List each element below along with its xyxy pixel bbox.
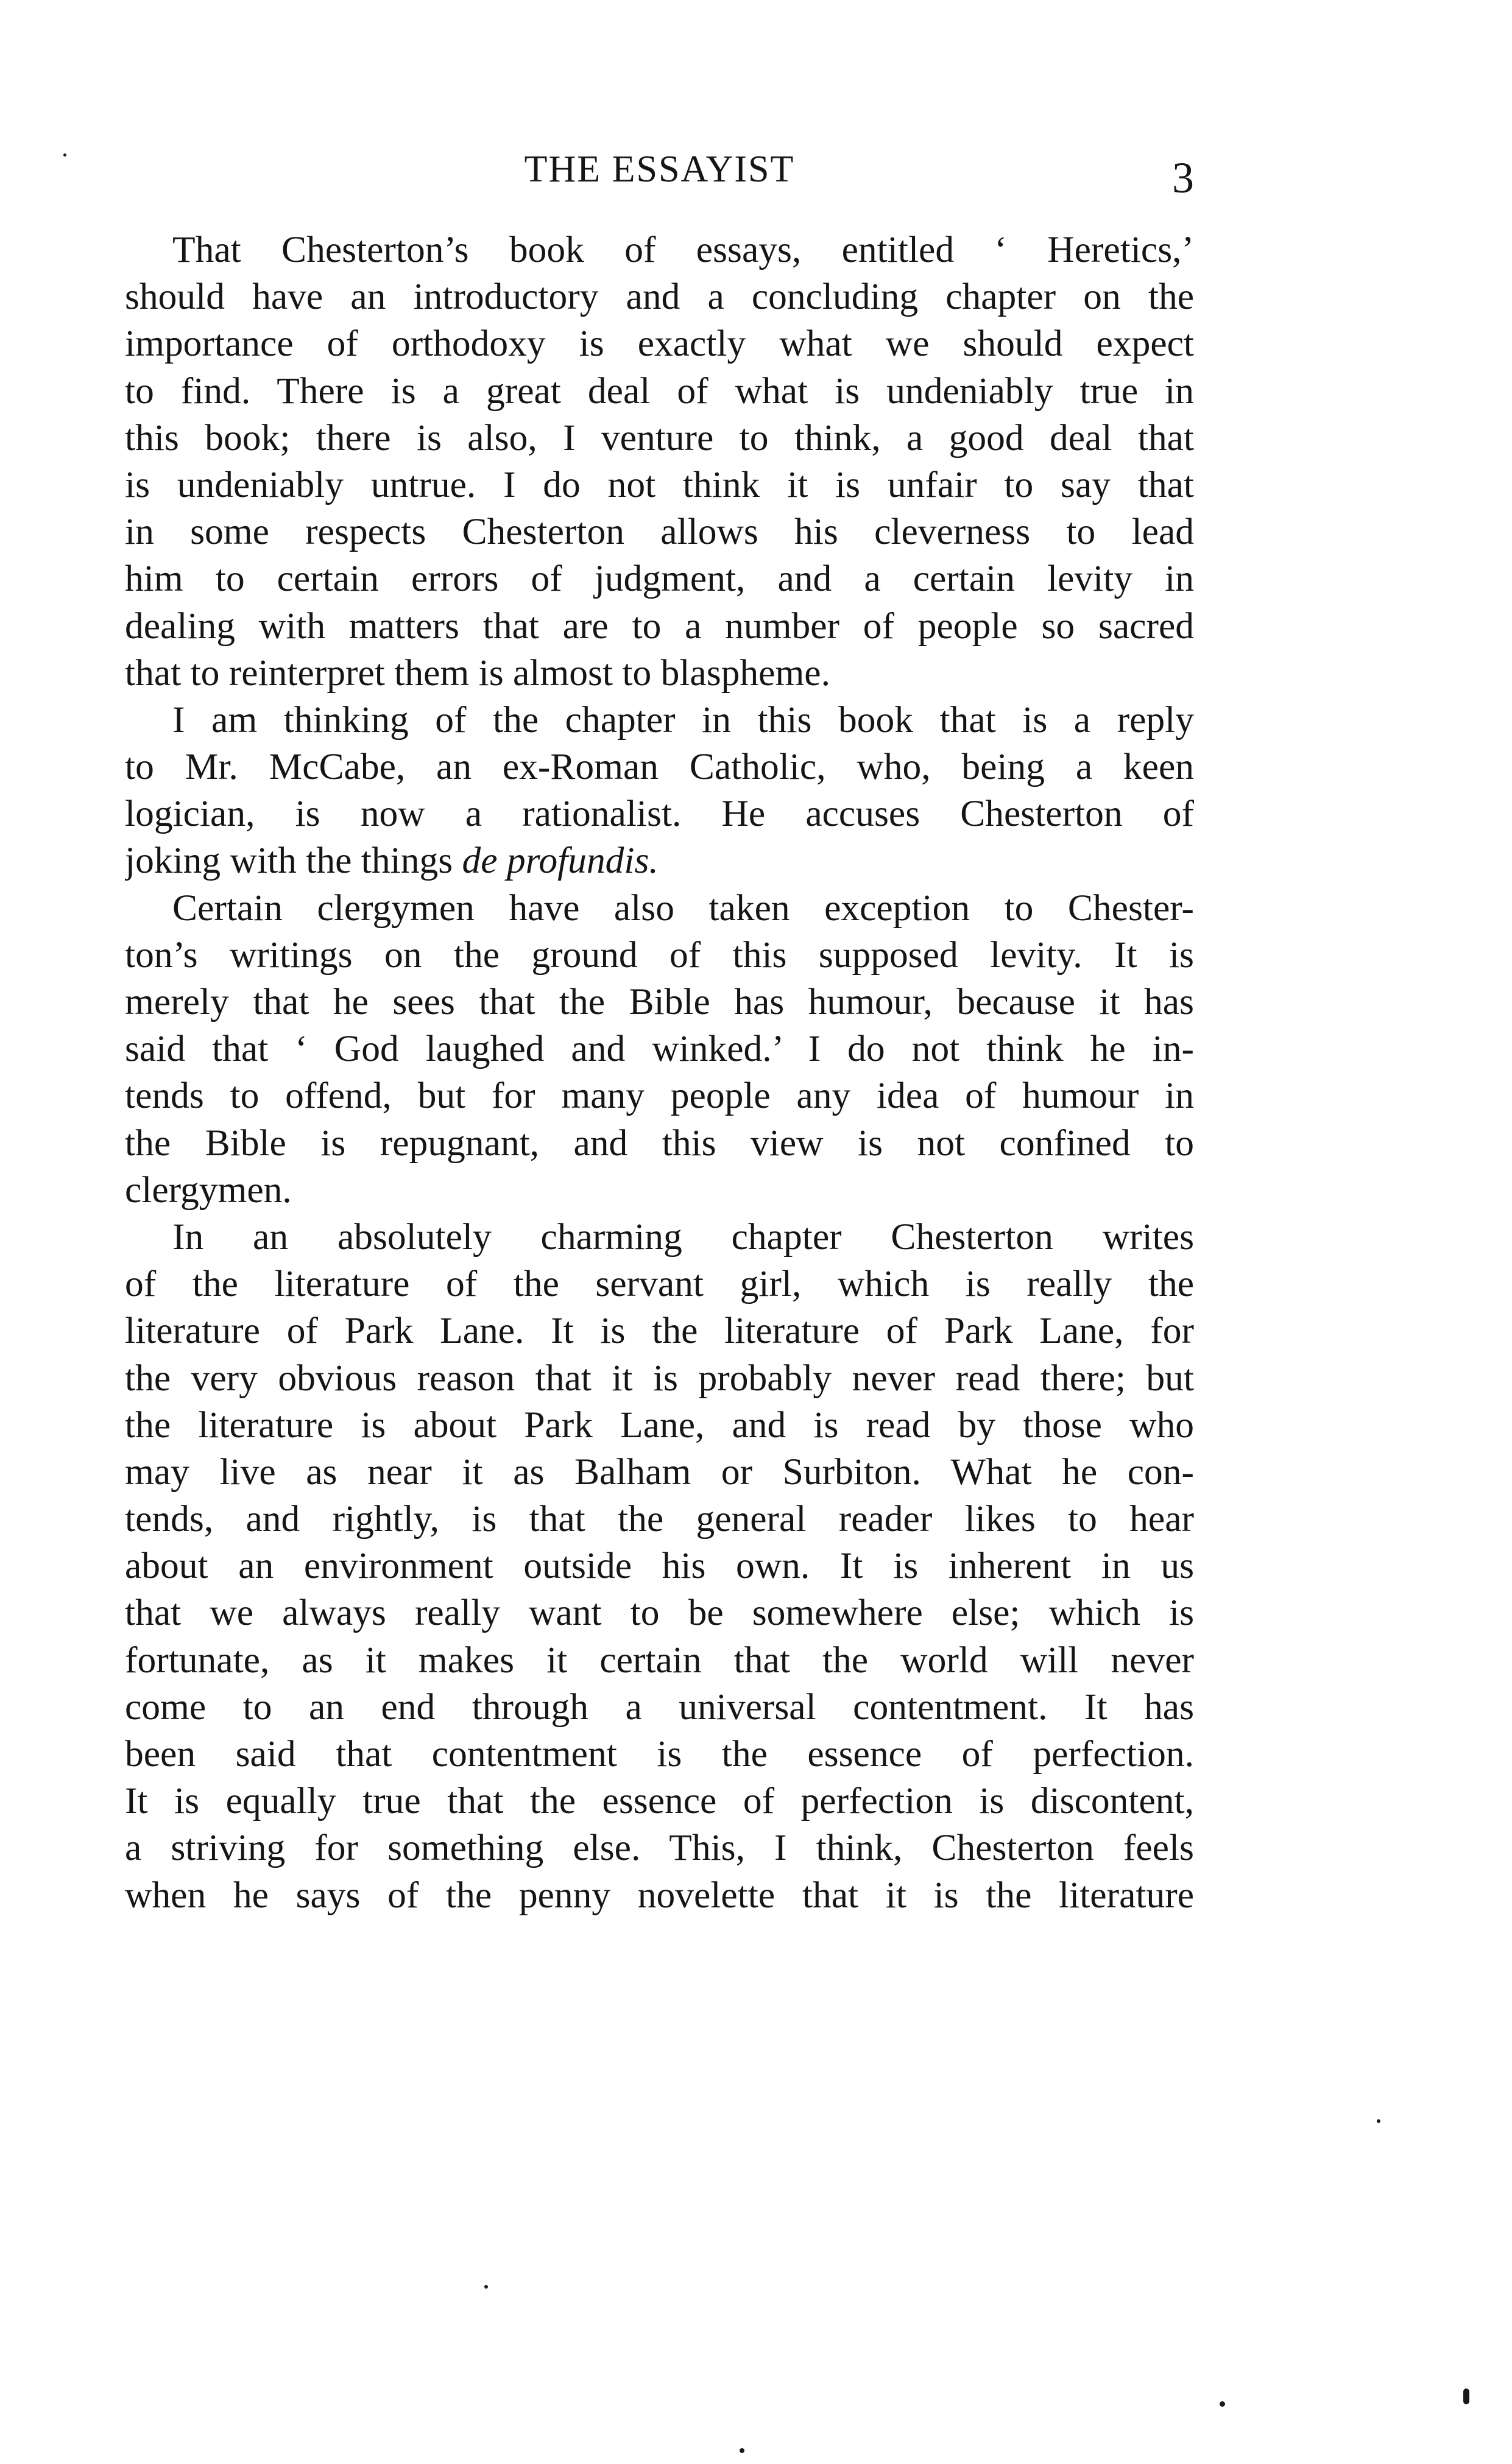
scan-speck — [1377, 2119, 1380, 2123]
text-line: said that ‘ God laughed and winked.’ I do not think he in- — [125, 1028, 1194, 1070]
text-line — [125, 837, 1194, 884]
text-line: about an environment outside his own. It is inherent in us — [125, 1545, 1194, 1587]
text-line: a striving for something else. This, I think, Chesterton feels — [125, 1827, 1194, 1869]
text-line: in some respects Chesterton allows his cleverness to lead — [125, 511, 1194, 553]
text-line: fortunate, as it makes it certain that the world will never — [125, 1639, 1194, 1681]
scan-speck — [1220, 2401, 1225, 2407]
text-line: that to reinterpret them is almost to blaspheme. — [125, 652, 830, 694]
text-line: may live as near it as Balham or Surbiton. What he con- — [125, 1451, 1194, 1493]
text-line: It is equally true that the essence of perfection is discontent, — [125, 1780, 1194, 1822]
text-line: I am thinking of the chapter in this book that is a reply — [172, 699, 1194, 741]
text-line: importance of orthodoxy is exactly what we should expect — [125, 323, 1194, 365]
text-line: tends to offend, but for many people any idea of humour in — [125, 1075, 1194, 1117]
text-line: to Mr. McCabe, an ex-Roman Catholic, who, being a keen — [125, 746, 1194, 788]
text-line: to find. There is a great deal of what is undeniably true in — [125, 370, 1194, 412]
text-line: the literature is about Park Lane, and is read by those who — [125, 1404, 1194, 1446]
text-line: tends, and rightly, is that the general reader likes to hear — [125, 1498, 1194, 1540]
text-line: is undeniably untrue. I do not think it is unfair to say that — [125, 463, 1194, 505]
body-text — [125, 227, 1194, 1919]
text-line: dealing with matters that are to a number of people so sacred — [125, 605, 1194, 647]
scan-speck — [740, 2448, 744, 2453]
running-head — [125, 145, 1194, 202]
scan-speck — [63, 153, 66, 157]
text-line: of the literature of the servant girl, which is really the — [125, 1263, 1194, 1305]
text-line: literature of Park Lane. It is the literature of Park Lane, for — [125, 1310, 1194, 1352]
scan-speck — [1463, 2388, 1469, 2404]
text-line: this book; there is also, I venture to think, a good deal that — [125, 417, 1194, 459]
text-line: That Chesterton’s book of essays, entitled ‘ Heretics,’ — [172, 229, 1194, 270]
running-head-title: THE ESSAYIST — [524, 149, 795, 190]
text-line: the very obvious reason that it is probably never read there; but — [125, 1357, 1194, 1399]
page-number: 3 — [1172, 153, 1194, 202]
text-line: the Bible is repugnant, and this view is not confined to — [125, 1122, 1194, 1164]
text-line: Certain clergymen have also taken exception to Chester- — [172, 887, 1194, 929]
text-line: logician, is now a rationalist. He accuses Chesterton of — [125, 793, 1194, 835]
text-line: been said that contentment is the essence of perfection. — [125, 1733, 1194, 1775]
text-line: In an absolutely charming chapter Chesterton writes — [172, 1216, 1194, 1258]
text-line: that we always really want to be somewhere else; which is — [125, 1592, 1194, 1634]
scan-speck — [484, 2285, 488, 2289]
text-line: ton’s writings on the ground of this supposed levity. It is — [125, 934, 1194, 976]
text-line: merely that he sees that the Bible has humour, because it has — [125, 981, 1194, 1023]
text-run: joking with the things — [125, 840, 462, 882]
text-line: him to certain errors of judgment, and a certain levity in — [125, 558, 1194, 600]
text-line: when he says of the penny novelette that it is the literature — [125, 1874, 1194, 1916]
italic-phrase: de profundis. — [462, 840, 659, 882]
text-line: clergymen. — [125, 1169, 292, 1211]
text-line: come to an end through a universal contentment. It has — [125, 1686, 1194, 1728]
text-line: should have an introductory and a concluding chapter on the — [125, 276, 1194, 318]
